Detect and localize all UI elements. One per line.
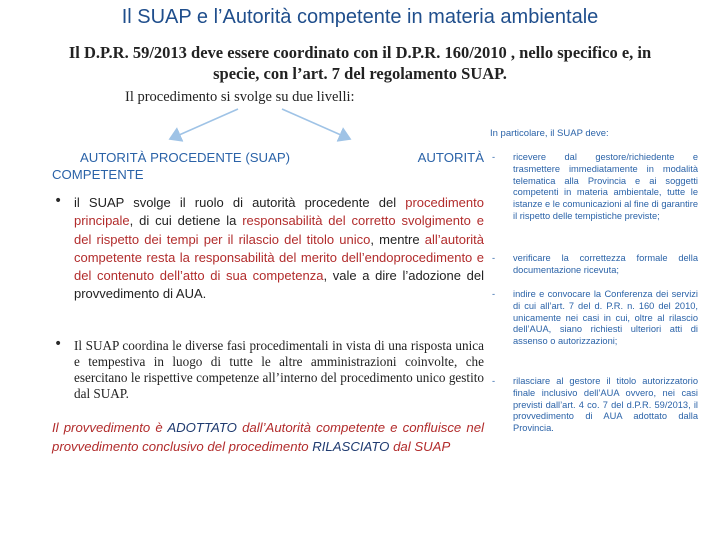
procedente-label: AUTORITÀ PROCEDENTE (SUAP) <box>80 150 291 165</box>
conclusion-part-3: dal SUAP <box>389 439 451 454</box>
dash-marker: - <box>492 376 496 386</box>
duty-item <box>492 152 698 223</box>
bullet-suap-role <box>74 194 484 304</box>
levels-text: Il procedimento si svolge su due livelli: <box>125 89 355 105</box>
bullet-suap-coordination: Il SUAP coordina le diverse fasi procedimentali in vista di una risposta unica e tempestiva in luogo di tutte le altre amministrazioni coinvolte, che esercitano le rispettive competenze all’interno del procedimento unico gestito dal SUAP. <box>74 338 484 401</box>
bullet1-text-3: , mentre <box>370 231 425 247</box>
duty-text: ricevere dal gestore/richiedente e trasmettere immediatamente in modalità telematica alla Provincia e ai soggetti competenti in materia ambientale, tutte le istanze e le comunicazioni al fine di garantire il rispetto delle tempistiche previste; <box>513 152 699 221</box>
adottato-word: ADOTTATO <box>167 420 237 435</box>
bullet1-highlight-3: all’autorità competente resta la responsabilità del merito dell’endoprocedimento e del contenuto dell’atto di sua competenza <box>74 231 485 284</box>
page-title: Il SUAP e l’Autorità competente in materia ambientale <box>121 6 599 28</box>
arrow-right <box>282 109 350 139</box>
duty-item <box>492 253 698 277</box>
subtitle: Il D.P.R. 59/2013 deve essere coordinato con il D.P.R. 160/2010 , nello specifico e, in specie, con l’art. 7 del regolamento SUAP. <box>68 43 652 83</box>
dash-marker: - <box>492 253 496 263</box>
bullet1-highlight-2: responsabilità del corretto svolgimento e del rispetto dei tempi per il rilascio del titolo unico <box>74 213 484 247</box>
duty-item <box>492 376 698 435</box>
bullet1-text-4: , vale a dire l’adozione del provvedimento di AUA. <box>74 268 484 302</box>
arrow-left <box>170 109 238 139</box>
bullet1-highlight-1: procedimento principale <box>74 195 484 229</box>
duty-item <box>492 289 698 348</box>
conclusion-text <box>52 418 484 456</box>
bullet1-text-2: , di cui detiene la <box>129 213 243 229</box>
rilasciato-word: RILASCIATO <box>312 439 390 454</box>
bullet1-text-1: il SUAP svolge il ruolo di autorità procedente del <box>74 195 406 210</box>
bullet-icon: • <box>54 193 63 209</box>
dash-marker: - <box>492 289 496 299</box>
bullet-icon: • <box>54 336 63 352</box>
duty-text: verificare la correttezza formale della documentazione ricevuta; <box>513 253 698 275</box>
dash-marker: - <box>492 152 496 162</box>
branch-arrows <box>0 0 720 160</box>
duty-text: indire e convocare la Conferenza dei servizi di cui all’art. 7 del d. P.R. n. 160 del 2010, unicamente nei casi in cui, oltre al rilascio dell’AUA, siano richiesti ulteriori atti di assenso o autorizzazioni; <box>513 289 698 347</box>
competente-label: AUTORITÀ <box>417 150 484 165</box>
competente-label-line2: COMPETENTE <box>52 167 144 182</box>
right-panel-heading: In particolare, il SUAP deve: <box>490 128 609 139</box>
conclusion-part-2: dall’Autorità competente e confluisce nel provvedimento conclusivo del procedimento <box>52 420 484 454</box>
conclusion-part-1: Il provvedimento è <box>52 420 168 435</box>
duty-text: rilasciare al gestore il titolo autorizzatorio finale inclusivo dell’AUA ovvero, nei casi previsti dall’art. 4 co. 7 del d.P.R. 59/2013, il provvedimento di AUA adottato dalla Provincia. <box>513 376 698 434</box>
authority-header <box>52 149 484 183</box>
